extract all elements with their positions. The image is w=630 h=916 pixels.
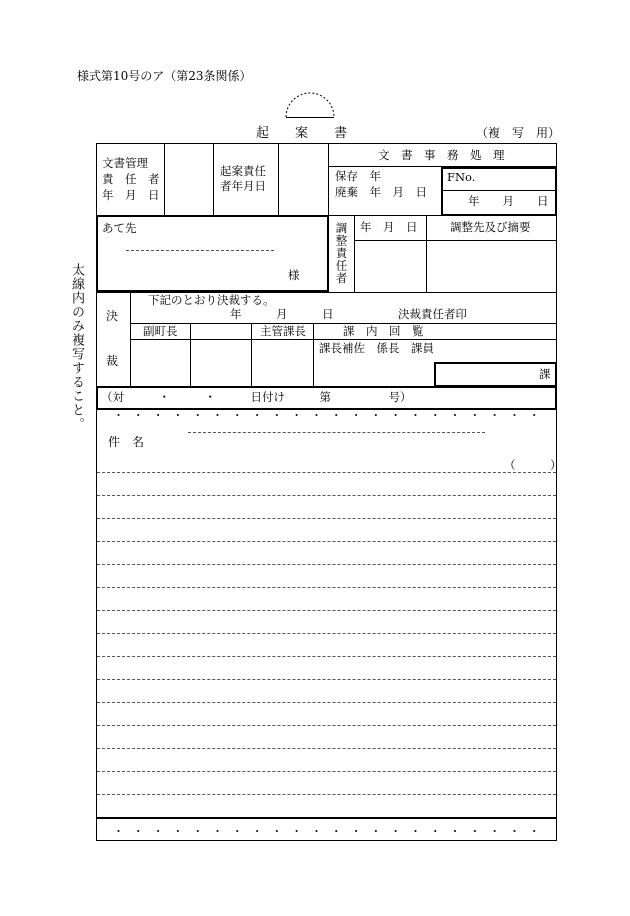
division-label: 課	[539, 367, 551, 381]
subject-paren: （ ）	[504, 458, 562, 472]
decision-label-bottom: 裁	[106, 354, 119, 368]
file-date: 年 月 日	[468, 194, 549, 208]
copy-label: （複 写 用）	[476, 126, 561, 140]
deputy-mayor: 副町長	[143, 324, 178, 338]
document-title: 起 案 書	[256, 126, 348, 141]
doc-manager-line2: 責 任 者	[102, 172, 160, 186]
decision-seal: 決裁責任者印	[398, 307, 467, 321]
ruled-line	[97, 656, 556, 657]
ruled-line	[97, 587, 556, 588]
ruled-line	[97, 610, 556, 611]
ruled-line	[97, 495, 556, 496]
drafter-line1: 起案責任	[220, 164, 266, 178]
dot-row-bottom: ・ ・ ・ ・ ・ ・ ・ ・ ・ ・ ・ ・ ・ ・ ・ ・ ・ ・ ・ ・ ・ ・	[113, 825, 540, 838]
ruled-line	[97, 679, 556, 680]
seal-placeholder-icon	[284, 88, 336, 118]
section-manager: 主管課長	[260, 324, 306, 338]
reference-text: （対 ・ ・ 日付け 第 号）	[101, 390, 412, 404]
circulation-roles: 課長補佐 係長 課員	[319, 341, 434, 355]
doc-processing-title: 文 書 事 務 処 理	[378, 148, 505, 162]
coord-date: 年 月 日	[360, 220, 418, 234]
drafter-line2: 者年月日	[220, 179, 266, 193]
honorific: 様	[288, 268, 300, 282]
file-number-label: FNo.	[447, 170, 476, 184]
ruled-line	[97, 564, 556, 565]
decision-statement: 下記のとおり決裁する。	[148, 293, 275, 307]
doc-manager-line3: 年 月 日	[102, 188, 160, 202]
ruled-line	[97, 633, 556, 634]
retention-line: 保存 年	[335, 169, 381, 183]
coordinator-label: 調整責任者	[334, 222, 349, 285]
decision-date: 年 月 日	[230, 307, 334, 321]
decision-label-top: 決	[106, 309, 119, 323]
side-note: 太線内のみ複写すること。	[69, 263, 84, 431]
ruled-line	[97, 518, 556, 519]
ruled-line	[97, 702, 556, 703]
dot-row-top: ・ ・ ・ ・ ・ ・ ・ ・ ・ ・ ・ ・ ・ ・ ・ ・ ・ ・ ・ ・ ・ ・	[113, 409, 540, 422]
ruled-line	[97, 541, 556, 542]
address-label: あて先	[102, 221, 137, 235]
ruled-line	[97, 725, 556, 726]
ruled-line	[97, 794, 556, 795]
coord-summary: 調整先及び摘要	[450, 220, 531, 234]
ruled-line	[97, 748, 556, 749]
disposal-line: 廃棄 年 月 日	[335, 185, 427, 199]
doc-manager-line1: 文書管理	[102, 156, 148, 170]
subject-label: 件 名	[108, 435, 145, 449]
ruled-line	[97, 472, 556, 473]
ruled-line	[97, 771, 556, 772]
circulation: 課 内 回 覧	[343, 324, 424, 338]
form-number: 様式第10号のア（第23条関係）	[77, 69, 252, 83]
